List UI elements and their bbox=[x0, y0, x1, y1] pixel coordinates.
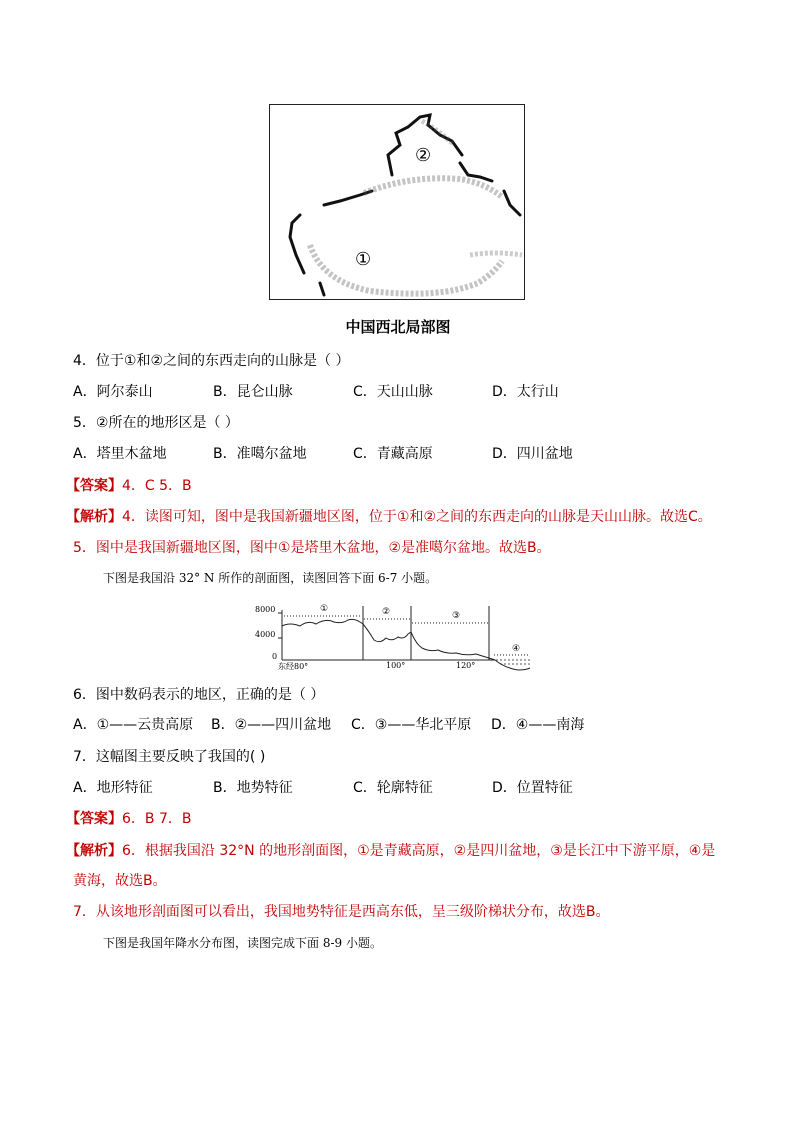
analysis-5: 5．图中是我国新疆地区图，图中①是塔里木盆地，②是准噶尔盆地。故选B。 bbox=[73, 540, 551, 556]
analysis-tag: 【解析】 bbox=[66, 843, 122, 859]
map-label-1: ① bbox=[355, 249, 372, 270]
q5-option-b: B．准噶尔盆地 bbox=[213, 446, 307, 462]
profile-y-tick-0: 0 bbox=[272, 652, 278, 661]
analysis-4 bbox=[66, 508, 712, 526]
answer-tag: 【答案】 bbox=[66, 478, 122, 494]
q4-option-d: D．太行山 bbox=[492, 384, 559, 400]
northwest-china-map bbox=[269, 104, 525, 300]
analysis-6 bbox=[66, 842, 715, 860]
map-caption: 中国西北局部图 bbox=[345, 318, 451, 336]
q4-option-b: B．昆仑山脉 bbox=[213, 384, 293, 400]
q6-option-d: D．④——南海 bbox=[491, 717, 585, 733]
q7-option-d: D．位置特征 bbox=[492, 780, 573, 796]
q7-option-b: B．地势特征 bbox=[213, 780, 293, 796]
answer-6-7 bbox=[66, 810, 191, 828]
analysis-tag: 【解析】 bbox=[66, 509, 122, 525]
profile-x-label-100: 100° bbox=[386, 661, 406, 670]
q4-option-c: C．天山山脉 bbox=[353, 384, 433, 400]
profile-y-tick-8000: 8000 bbox=[255, 605, 276, 614]
profile-region-3: ③ bbox=[452, 611, 461, 621]
analysis-6-continued: 黄海，故选B。 bbox=[73, 873, 167, 889]
q7-option-a: A．地形特征 bbox=[73, 780, 153, 796]
q5-option-a: A．塔里木盆地 bbox=[73, 446, 167, 462]
q6-option-c: C．③——华北平原 bbox=[351, 717, 472, 733]
q5-option-c: C．青藏高原 bbox=[353, 446, 433, 462]
intro-8-9: 下图是我国年降水分布图，读图完成下面 8-9 小题。 bbox=[103, 936, 382, 950]
q7-option-c: C．轮廓特征 bbox=[353, 780, 433, 796]
question-6-stem: 6．图中数码表示的地区，正确的是（ ） bbox=[73, 687, 325, 703]
profile-region-4: ④ bbox=[512, 644, 521, 654]
answer-text: 6．B 7．B bbox=[122, 811, 192, 827]
map-drawing bbox=[270, 105, 524, 299]
q6-option-b: B．②——四川盆地 bbox=[211, 717, 332, 733]
profile-x-label-80: 东经80° bbox=[278, 662, 309, 671]
q5-option-d: D．四川盆地 bbox=[492, 446, 573, 462]
profile-x-label-120: 120° bbox=[456, 661, 476, 670]
profile-y-tick-4000: 4000 bbox=[255, 630, 276, 639]
analysis-line: 4．读图可知，图中是我国新疆地区图，位于①和②之间的东西走向的山脉是天山山脉。故选C。 bbox=[122, 509, 712, 525]
question-5-stem: 5．②所在的地形区是（ ） bbox=[73, 415, 239, 431]
analysis-7: 7．从该地形剖面图可以看出，我国地势特征是西高东低，呈三级阶梯状分布，故选B。 bbox=[73, 904, 610, 920]
profile-region-1: ① bbox=[320, 604, 329, 614]
q6-option-a: A．①——云贵高原 bbox=[73, 717, 194, 733]
answer-tag: 【答案】 bbox=[66, 811, 122, 827]
answer-text: 4．C 5．B bbox=[122, 478, 192, 494]
analysis-line: 6．根据我国沿 32°N 的地形剖面图，①是青藏高原，②是四川盆地，③是长江中下游平原，④是 bbox=[122, 843, 716, 859]
map-label-2: ② bbox=[415, 145, 432, 166]
question-7-stem: 7．这幅图主要反映了我国的( ) bbox=[73, 749, 266, 765]
question-4-stem: 4．位于①和②之间的东西走向的山脉是（ ） bbox=[73, 353, 350, 369]
profile-figure bbox=[250, 604, 540, 676]
q4-option-a: A．阿尔泰山 bbox=[73, 384, 153, 400]
intro-6-7: 下图是我国沿 32° N 所作的剖面图，读图回答下面 6-7 小题。 bbox=[103, 571, 438, 585]
profile-region-2: ② bbox=[382, 607, 391, 617]
answer-4-5 bbox=[66, 477, 192, 495]
